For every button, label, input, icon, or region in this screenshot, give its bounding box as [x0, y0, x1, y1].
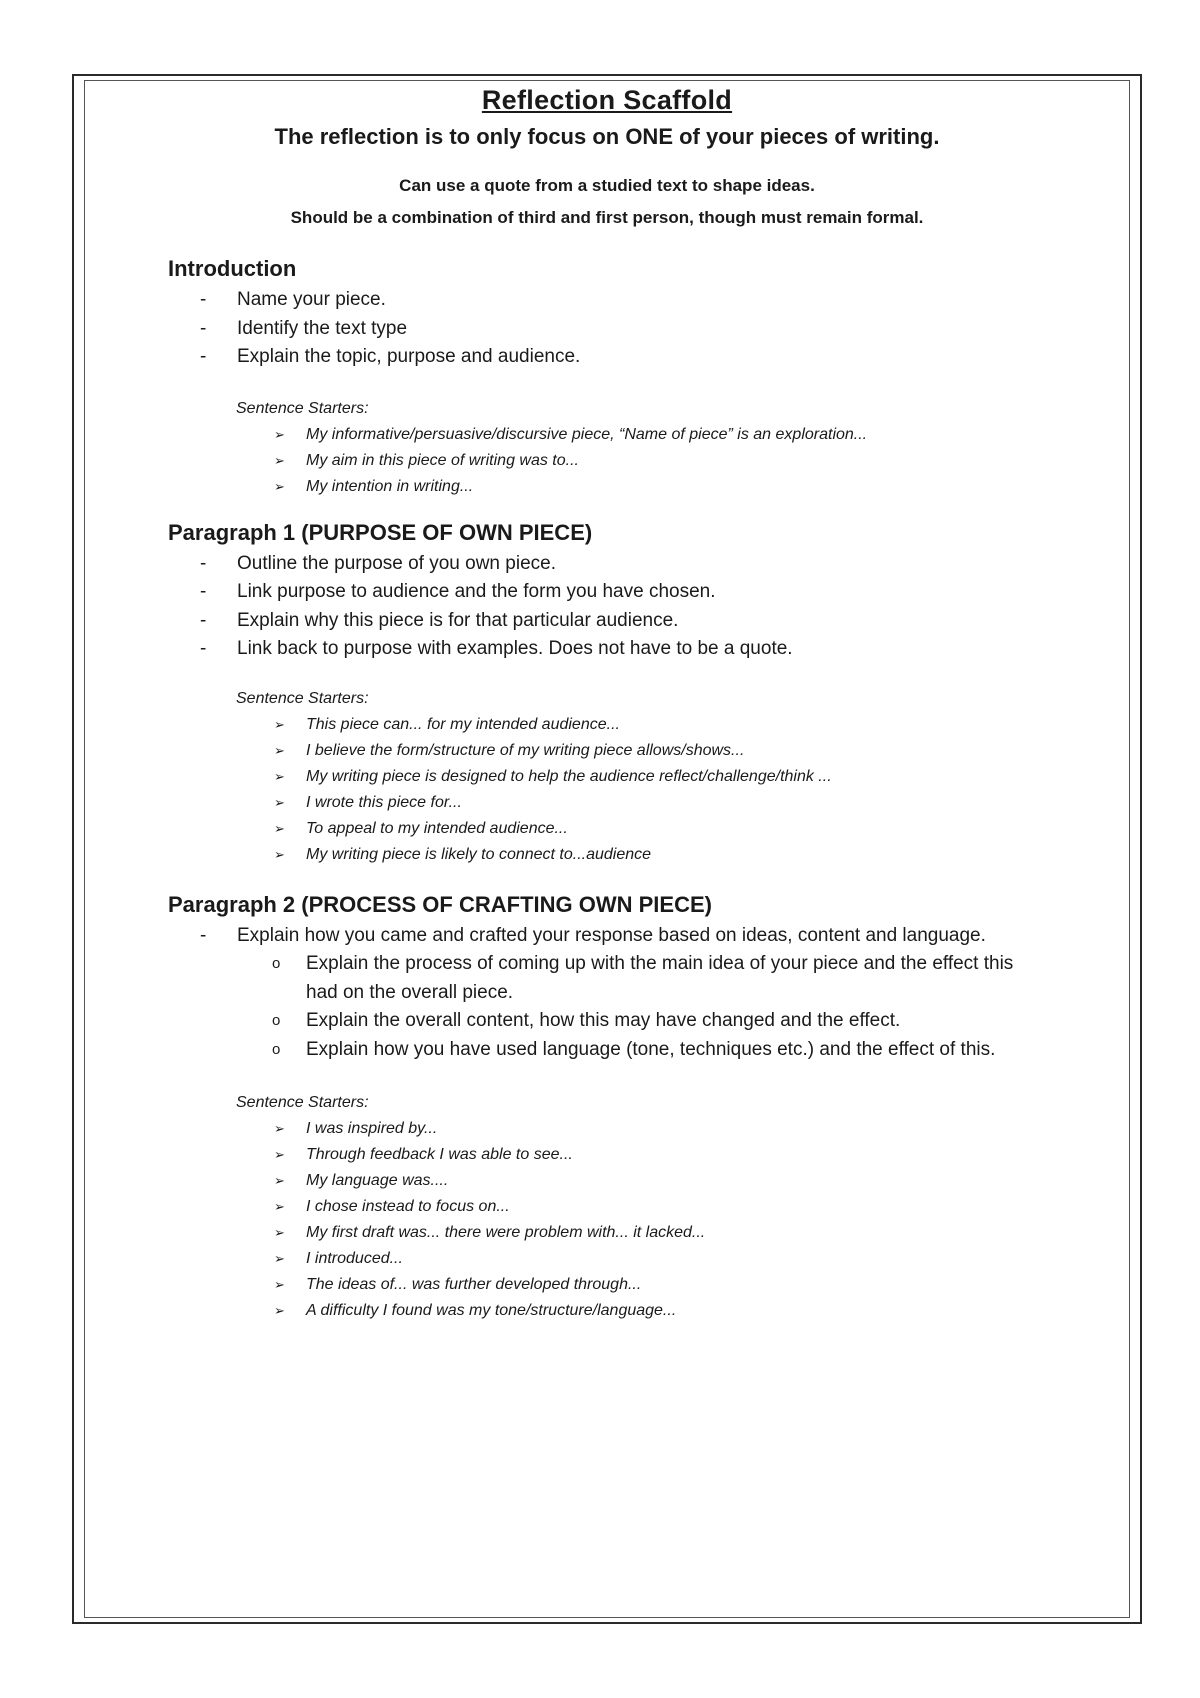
- list-item: - Explain how you came and crafted your response based on ideas, content and language.: [84, 922, 1130, 951]
- arrow-bullet-icon: ➢: [274, 794, 285, 810]
- introduction-heading: Introduction: [168, 256, 297, 281]
- circle-bullet-icon: o: [272, 1012, 281, 1029]
- arrow-bullet-icon: ➢: [274, 1225, 285, 1240]
- arrow-bullet-icon: ➢: [274, 846, 285, 862]
- list-item: - Link back to purpose with examples. Does not have to be a quote.: [84, 635, 1130, 664]
- list-item: ➢ Through feedback I was able to see...: [84, 1142, 1130, 1168]
- arrow-bullet-icon: ➢: [274, 1199, 285, 1214]
- arrow-bullet-icon: ➢: [274, 478, 285, 494]
- paragraph2-starters: [84, 1116, 1130, 1324]
- list-item: ➢ A difficulty I found was my tone/structure/language...: [84, 1298, 1130, 1324]
- introduction-points: [84, 286, 1130, 372]
- dash-bullet: -: [200, 924, 207, 946]
- paragraph2-points: [84, 922, 1130, 951]
- paragraph2-starters-label: Sentence Starters:: [236, 1094, 369, 1111]
- arrow-bullet-icon: ➢: [274, 1303, 285, 1318]
- list-item: ➢ My first draft was... there were problem with... it lacked...: [84, 1220, 1130, 1246]
- list-item: ➢ To appeal to my intended audience...: [84, 816, 1130, 842]
- list-item: ➢ My intention in writing...: [84, 474, 1130, 500]
- dash-bullet: -: [200, 609, 207, 631]
- arrow-bullet-icon: ➢: [274, 452, 285, 468]
- arrow-bullet-icon: ➢: [274, 426, 285, 442]
- paragraph1-starters: [84, 712, 1130, 868]
- list-item: o Explain the overall content, how this may have changed and the effect.: [84, 1007, 1130, 1036]
- list-item: ➢ I believe the form/structure of my writing piece allows/shows...: [84, 738, 1130, 764]
- list-item: ➢ I chose instead to focus on...: [84, 1194, 1130, 1220]
- arrow-bullet-icon: ➢: [274, 716, 285, 732]
- list-item: - Explain the topic, purpose and audience.: [84, 343, 1130, 372]
- arrow-bullet-icon: ➢: [274, 1277, 285, 1292]
- dash-bullet: -: [200, 289, 207, 310]
- paragraph1-starters-label: Sentence Starters:: [236, 689, 369, 707]
- list-item: ➢ I introduced...: [84, 1246, 1130, 1272]
- arrow-bullet-icon: ➢: [274, 742, 285, 758]
- paragraph2-subpoints: [84, 950, 1130, 1064]
- dash-bullet: -: [200, 638, 207, 659]
- paragraph1-points: [84, 550, 1130, 664]
- list-item: - Name your piece.: [84, 286, 1130, 315]
- list-item: ➢ My writing piece is designed to help the audience reflect/challenge/think ...: [84, 764, 1130, 790]
- note-quote: Can use a quote from a studied text to shape ideas.: [399, 176, 815, 195]
- document-page: [84, 80, 1130, 1324]
- document-subtitle: The reflection is to only focus on ONE of your pieces of writing.: [274, 124, 940, 149]
- list-item: ➢ My informative/persuasive/discursive piece, “Name of piece” is an exploration...: [84, 422, 1130, 448]
- list-item: ➢ The ideas of... was further developed through...: [84, 1272, 1130, 1298]
- dash-bullet: -: [200, 346, 207, 367]
- list-item: ➢ My writing piece is likely to connect to...audience: [84, 842, 1130, 868]
- list-item: o Explain the process of coming up with the main idea of your piece and the effect this had on the overall piece.: [84, 950, 1130, 1007]
- paragraph1-heading: Paragraph 1 (PURPOSE OF OWN PIECE): [168, 519, 593, 545]
- list-item: ➢ I wrote this piece for...: [84, 790, 1130, 816]
- list-item: - Outline the purpose of you own piece.: [84, 550, 1130, 579]
- dash-bullet: -: [200, 552, 207, 574]
- paragraph2-heading: Paragraph 2 (PROCESS OF CRAFTING OWN PIECE): [168, 891, 712, 917]
- arrow-bullet-icon: ➢: [274, 1147, 285, 1162]
- arrow-bullet-icon: ➢: [274, 1173, 285, 1188]
- list-item: - Link purpose to audience and the form you have chosen.: [84, 578, 1130, 607]
- introduction-starters: [84, 422, 1130, 500]
- dash-bullet: -: [200, 581, 207, 602]
- list-item: ➢ I was inspired by...: [84, 1116, 1130, 1142]
- document-title: Reflection Scaffold: [481, 85, 733, 115]
- note-person: Should be a combination of third and first person, though must remain formal.: [290, 208, 924, 227]
- list-item: ➢ This piece can... for my intended audience...: [84, 712, 1130, 738]
- arrow-bullet-icon: ➢: [274, 768, 285, 784]
- list-item: ➢ My aim in this piece of writing was to...: [84, 448, 1130, 474]
- list-item: - Explain why this piece is for that particular audience.: [84, 607, 1130, 636]
- arrow-bullet-icon: ➢: [274, 1251, 285, 1266]
- arrow-bullet-icon: ➢: [274, 1121, 285, 1136]
- circle-bullet-icon: o: [272, 1040, 281, 1058]
- list-item: o Explain how you have used language (tone, techniques etc.) and the effect of this.: [84, 1036, 1130, 1065]
- arrow-bullet-icon: ➢: [274, 820, 285, 836]
- circle-bullet-icon: o: [272, 955, 281, 972]
- list-item: - Identify the text type: [84, 315, 1130, 344]
- dash-bullet: -: [200, 317, 207, 339]
- introduction-starters-label: Sentence Starters:: [236, 399, 369, 417]
- list-item: ➢ My language was....: [84, 1168, 1130, 1194]
